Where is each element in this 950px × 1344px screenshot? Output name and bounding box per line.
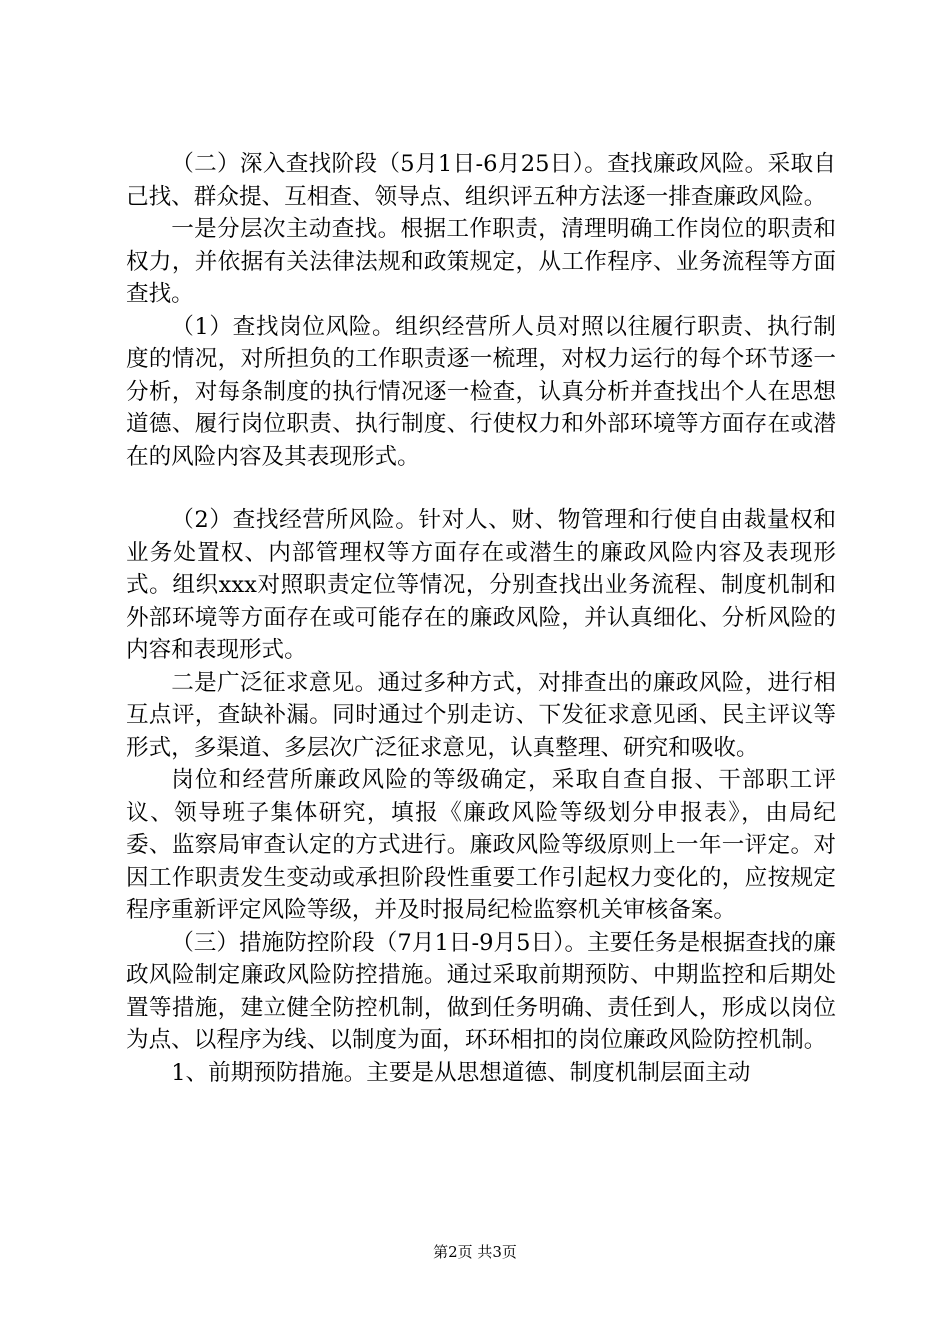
document-body: [126, 148, 836, 1089]
paragraph-post-risk: （1）查找岗位风险。组织经营所人员对照以往履行职责、执行制度的情况，对所担负的工作职责逐一梳理，对权力运行的每个环节逐一分析，对每条制度的执行情况逐一检查，认真分析并查找出个人在思想道德、履行岗位职责、执行制度、行使权力和外部环境等方面存在或潜在的风险内容及其表现形式。: [126, 313, 836, 470]
paragraph-risk-grading: 岗位和经营所廉政风险的等级确定，采取自查自报、干部职工评议、领导班子集体研究，填报《廉政风险等级划分申报表》，由局纪委、监察局审查认定的方式进行。廉政风险等级原则上一年一评定。对因工作职责发生变动或承担阶段性重要工作引起权力变化的，应按规定程序重新评定风险等级，并及时报局纪检监察机关审核备案。: [126, 767, 836, 923]
page-number-footer: 第2页 共3页: [433, 1243, 517, 1261]
paragraph-layered-search: 一是分层次主动查找。根据工作职责，清理明确工作岗位的职责和权力，并依据有关法律法规和政策规定，从工作程序、业务流程等方面查找。: [126, 216, 836, 307]
paragraph-stage-two: （二）深入查找阶段（5月1日-6月25日）。查找廉政风险。采取自己找、群众提、互相查、领导点、组织评五种方法逐一排查廉政风险。: [126, 151, 836, 210]
paragraph-office-risk: （2）查找经营所风险。针对人、财、物管理和行使自由裁量权和业务处置权、内部管理权等方面存在或潜生的廉政风险内容及表现形式。组织xxx对照职责定位等情况，分别查找出业务流程、制度机制和外部环境等方面存在或可能存在的廉政风险，并认真细化、分析风险的内容和表现形式。: [126, 507, 836, 663]
paragraph-solicit-opinions: 二是广泛征求意见。通过多种方式，对排查出的廉政风险，进行相互点评，查缺补漏。同时通过个别走访、下发征求意见函、民主评议等形式，多渠道、多层次广泛征求意见，认真整理、研究和吸收。: [126, 669, 836, 761]
paragraph-prevention-measures: 1、前期预防措施。主要是从思想道德、制度机制层面主动: [171, 1059, 751, 1086]
paragraph-stage-three: （三）措施防控阶段（7月1日-9月5日）。主要任务是根据查找的廉政风险制定廉政风险防控措施。通过采取前期预防、中期监控和后期处置等措施，建立健全防控机制，做到任务明确、责任到人，形成以岗位为点、以程序为线、以制度为面，环环相扣的岗位廉政风险防控机制。: [126, 929, 836, 1053]
